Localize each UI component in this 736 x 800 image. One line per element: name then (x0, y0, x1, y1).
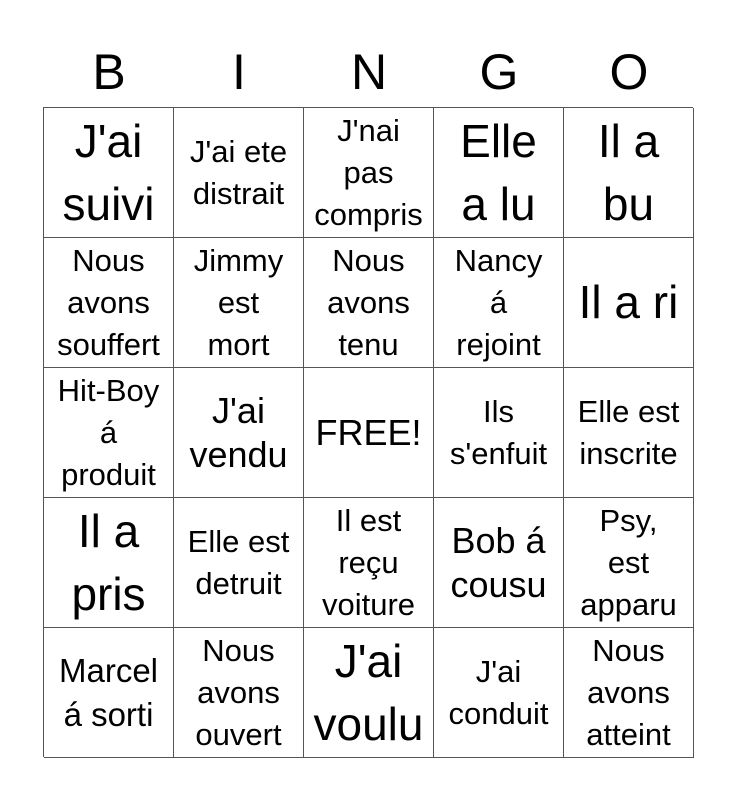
header-letter-o: O (609, 44, 649, 100)
bingo-cell[interactable] (434, 498, 564, 628)
cell-text: Elle est detruit (187, 523, 290, 601)
cell-text: Marcel á sorti (58, 651, 159, 733)
cell-text: J'ai suivi (62, 114, 155, 230)
cell-text: J'nai pas compris (314, 112, 423, 232)
header-letter-b: B (92, 44, 126, 100)
bingo-cell[interactable] (44, 238, 174, 368)
bingo-cell[interactable] (434, 238, 564, 368)
cell-text: Hit-Boy á produit (57, 372, 160, 492)
bingo-header (44, 40, 694, 104)
bingo-cell[interactable] (434, 628, 564, 758)
bingo-cell[interactable] (44, 628, 174, 758)
bingo-cell[interactable] (564, 238, 694, 368)
cell-text: Elle est inscrite (577, 393, 680, 471)
bingo-cell[interactable] (174, 368, 304, 498)
bingo-cell[interactable] (174, 238, 304, 368)
bingo-cell[interactable] (304, 498, 434, 628)
header-letter-g: G (479, 44, 519, 100)
cell-text: Nous avons souffert (57, 242, 160, 362)
cell-text: Psy, est apparu (580, 502, 677, 622)
cell-text: J'ai conduit (448, 653, 549, 731)
cell-text: Nous avons ouvert (195, 632, 282, 752)
bingo-cell[interactable] (44, 108, 174, 238)
bingo-cell[interactable] (434, 108, 564, 238)
cell-text: Il a bu (597, 114, 660, 230)
cell-text: Ils s'enfuit (449, 393, 548, 471)
bingo-cell[interactable] (564, 628, 694, 758)
cell-text: Bob á cousu (450, 519, 547, 605)
cell-text: Elle a lu (460, 114, 537, 230)
cell-text: Nous avons atteint (586, 632, 671, 752)
free-space-cell[interactable] (304, 368, 434, 498)
bingo-cell[interactable] (564, 368, 694, 498)
bingo-cell[interactable] (564, 498, 694, 628)
bingo-cell[interactable] (304, 628, 434, 758)
bingo-cell[interactable] (304, 238, 434, 368)
cell-text: Il est reçu voiture (321, 502, 416, 622)
bingo-card-grid (43, 107, 693, 757)
cell-text: J'ai vendu (189, 389, 288, 475)
cell-text: J'ai voulu (313, 634, 424, 750)
header-letter-n: N (350, 44, 388, 100)
bingo-cell[interactable] (564, 108, 694, 238)
cell-text: Nancy á rejoint (454, 242, 543, 362)
free-space-text: FREE! (315, 411, 422, 453)
cell-text: Jimmy est mort (193, 242, 284, 362)
bingo-cell[interactable] (174, 628, 304, 758)
bingo-cell[interactable] (434, 368, 564, 498)
bingo-cell[interactable] (44, 498, 174, 628)
cell-text: Nous avons tenu (327, 242, 410, 362)
bingo-cell[interactable] (304, 108, 434, 238)
bingo-cell[interactable] (44, 368, 174, 498)
cell-text: Il a ri (578, 276, 679, 328)
header-letter-i: I (232, 44, 246, 100)
cell-text: Il a pris (71, 504, 146, 620)
cell-text: J'ai ete distrait (189, 133, 288, 211)
bingo-cell[interactable] (174, 498, 304, 628)
bingo-cell[interactable] (174, 108, 304, 238)
